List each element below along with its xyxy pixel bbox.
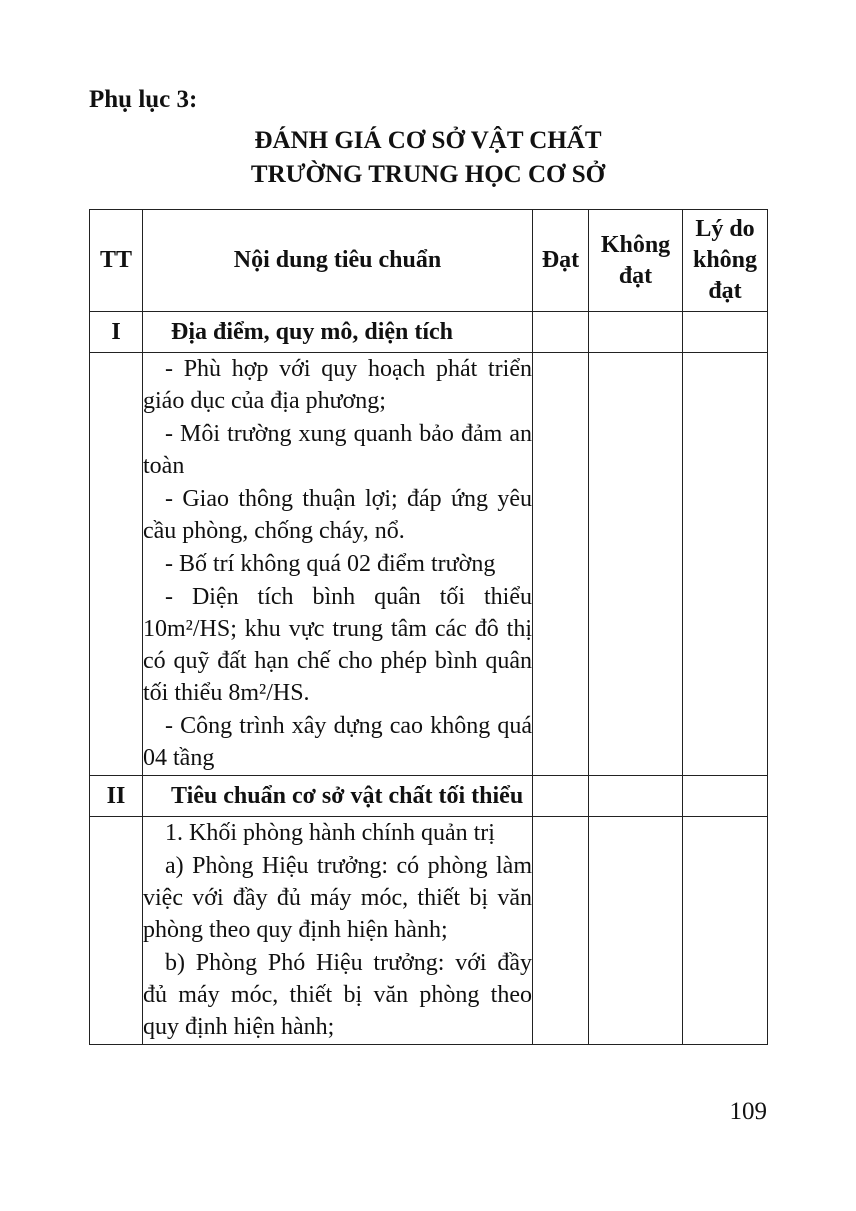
title-line-1: ĐÁNH GIÁ CƠ SỞ VẬT CHẤT [254,127,602,154]
pass-cell [533,817,589,1045]
header-fail [589,210,683,312]
criteria-content [143,353,533,776]
reason-cell [683,817,768,1045]
pass-cell [533,353,589,776]
criteria-row [90,817,768,1045]
tt-cell [90,817,143,1045]
header-fail-text: Không đạt [600,231,671,289]
reason-cell [683,776,768,817]
header-row [90,210,768,312]
appendix-label: Phụ lục 3: [89,86,198,113]
criterion-item: - Công trình xây dựng cao không quá 04 tầng [143,713,532,771]
reason-cell [683,312,768,353]
section-number: II [90,776,143,817]
criterion-item: - Môi trường xung quanh bảo đảm an toàn [143,421,532,479]
header-reason [683,210,768,312]
fail-cell [589,776,683,817]
criteria-row [90,353,768,776]
section-row [90,776,768,817]
pass-cell [533,776,589,817]
criterion-item: - Giao thông thuận lợi; đáp ứng yêu cầu phòng, chống cháy, nổ. [143,486,532,544]
fail-cell [589,312,683,353]
reason-cell [683,353,768,776]
criterion-item: b) Phòng Phó Hiệu trưởng: với đầy đủ máy móc, thiết bị văn phòng theo quy định hiện hành; [143,950,532,1040]
fail-cell [589,817,683,1045]
header-tt: TT [90,210,143,312]
criteria-table [89,209,768,1045]
header-reason-text: Lý do không đạt [692,216,758,304]
page-number: 109 [729,1098,767,1125]
pass-cell [533,312,589,353]
section-number: I [90,312,143,353]
section-label: Địa điểm, quy mô, diện tích [143,312,533,353]
header-content: Nội dung tiêu chuẩn [143,210,533,312]
section-row [90,312,768,353]
header-pass: Đạt [533,210,589,312]
criterion-item: 1. Khối phòng hành chính quản trị [165,820,495,846]
criterion-item: - Diện tích bình quân tối thiểu 10m²/HS; khu vực trung tâm các đô thị có quỹ đất hạn chế cho phép bình quân tối thiểu 8m²/HS. [143,584,532,706]
criterion-item: - Phù hợp với quy hoạch phát triển giáo dục của địa phương; [143,356,532,414]
criterion-item: - Bố trí không quá 02 điểm trường [165,551,496,577]
document-title [0,124,856,192]
criteria-content [143,817,533,1045]
criterion-item: a) Phòng Hiệu trưởng: có phòng làm việc với đầy đủ máy móc, thiết bị văn phòng theo quy định hiện hành; [143,853,532,943]
title-line-2: TRƯỜNG TRUNG HỌC CƠ SỞ [250,161,606,188]
fail-cell [589,353,683,776]
section-label: Tiêu chuẩn cơ sở vật chất tối thiểu [143,776,533,817]
tt-cell [90,353,143,776]
